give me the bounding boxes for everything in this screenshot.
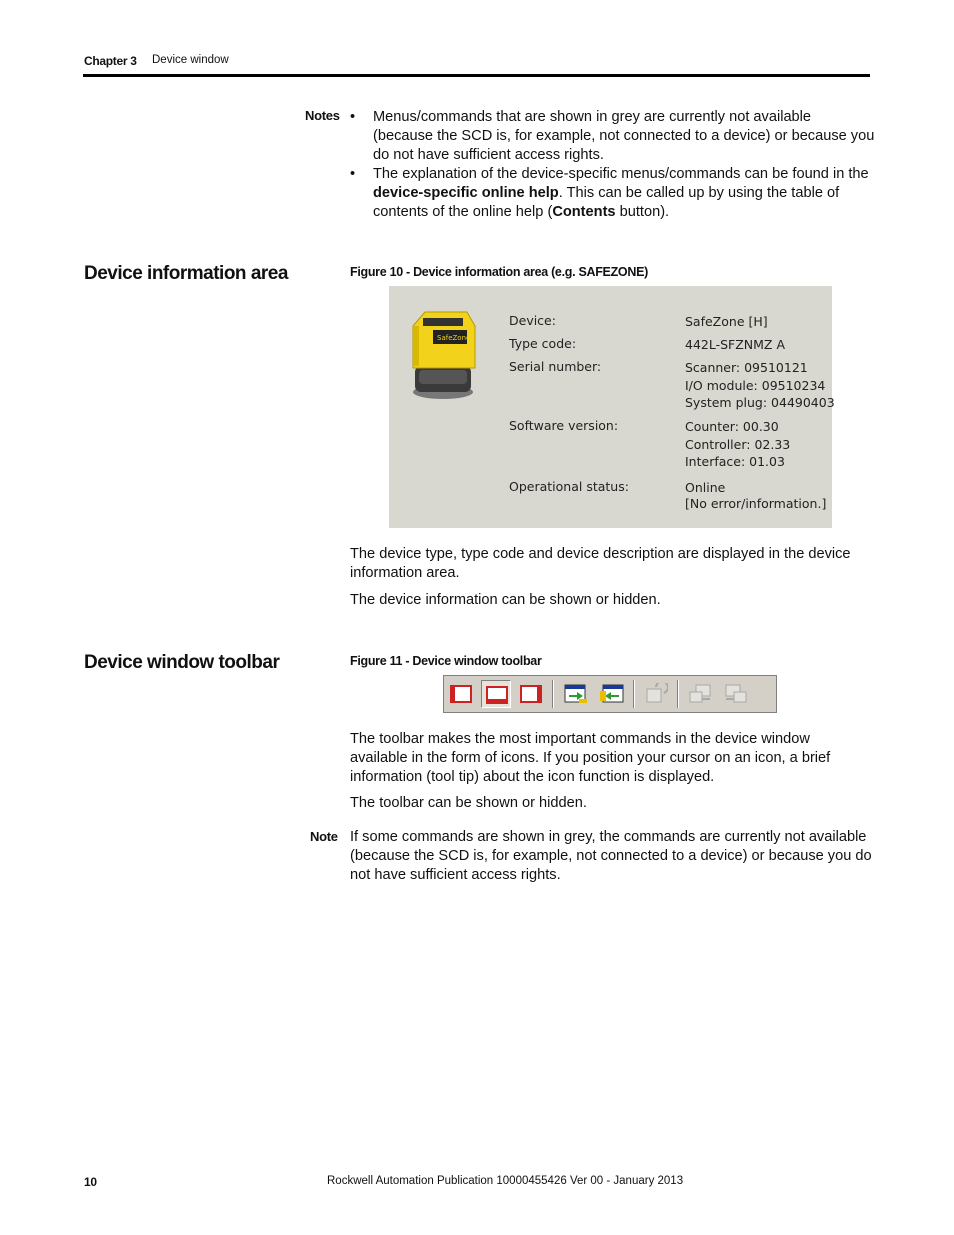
status-online-value: Online [685, 480, 726, 495]
connect-icon[interactable] [685, 680, 715, 708]
toolbar-separator [677, 680, 679, 708]
transfer-from-device-icon[interactable] [596, 680, 626, 708]
serial-number-key: Serial number: [509, 359, 602, 374]
toolbar-paragraph-1: The toolbar makes the most important commands in the device window available in the form of icons. If you position your cursor on an icon, a brief information (tool tip) about the icon function is displayed. [350, 731, 831, 785]
sw-controller-value: Controller: 02.33 [685, 436, 791, 452]
toolbar-paragraph-2: The toolbar can be shown or hidden. [350, 795, 587, 811]
serial-scanner-value: Scanner: 09510121 [685, 360, 808, 375]
publication-footer: Rockwell Automation Publication 10000455426 Ver 00 - January 2013 [327, 1175, 684, 1187]
page-number: 10 [84, 1175, 97, 1189]
device-info-paragraph-1: The device type, type code and device description are displayed in the device information area. [350, 546, 851, 581]
sw-counter-value: Counter: 00.30 [685, 419, 779, 434]
operational-status-key: Operational status: [509, 479, 629, 494]
device-key: Device: [509, 313, 556, 328]
note-text: If some commands are shown in grey, the commands are currently not available (because the SCD is, for example, not connected to a device) or because you do not have sufficient access rights. [350, 829, 872, 883]
list-item: • The explanation of the device-specific menus/commands can be found in the device-specific online help. This can be called up by using the table of contents of the online help (Contents button). [350, 166, 869, 220]
type-code-key: Type code: [509, 336, 577, 351]
device-value: SafeZone [H] [685, 314, 768, 329]
disconnect-icon[interactable] [721, 680, 751, 708]
figure-caption-11: Figure 11 - Device window toolbar [350, 654, 542, 668]
device-info-panel [389, 286, 835, 528]
serial-io-value: I/O module: 09510234 [685, 377, 826, 393]
status-detail-value: [No error/information.] [685, 496, 827, 511]
toolbar-separator [552, 680, 554, 708]
device-window-toolbar [443, 675, 777, 713]
view-window-alt-icon[interactable] [516, 680, 546, 708]
device-image [405, 306, 481, 401]
notes-list [350, 108, 875, 222]
type-code-value: 442L-SFZNMZ A [685, 337, 786, 352]
section-label: Device window [152, 54, 229, 66]
figure-caption-10: Figure 10 - Device information area (e.g. SAFEZONE) [350, 265, 648, 279]
device-logo-text: SafeZone [437, 334, 471, 342]
transfer-to-device-icon[interactable] [560, 680, 590, 708]
undo-icon[interactable] [641, 680, 671, 708]
device-info-paragraph-2: The device information can be shown or hidden. [350, 592, 661, 608]
section-heading-device-info: Device information area [84, 263, 288, 284]
note-label: Note [310, 829, 338, 844]
sw-interface-value: Interface: 01.03 [685, 454, 785, 469]
notes-label: Notes [305, 108, 340, 123]
section-heading-toolbar: Device window toolbar [84, 652, 280, 673]
view-window-icon[interactable] [446, 680, 476, 708]
serial-plug-value: System plug: 04490403 [685, 395, 835, 410]
chapter-label: Chapter 3 [84, 54, 137, 68]
software-version-key: Software version: [509, 418, 619, 433]
view-window-pressed-icon[interactable] [481, 680, 511, 708]
header-rule [83, 74, 870, 77]
toolbar-separator [633, 680, 635, 708]
list-item: • Menus/commands that are shown in grey are currently not available (because the SCD is, for example, not connected to a device) or because you do not have sufficient access rights. [350, 109, 875, 163]
